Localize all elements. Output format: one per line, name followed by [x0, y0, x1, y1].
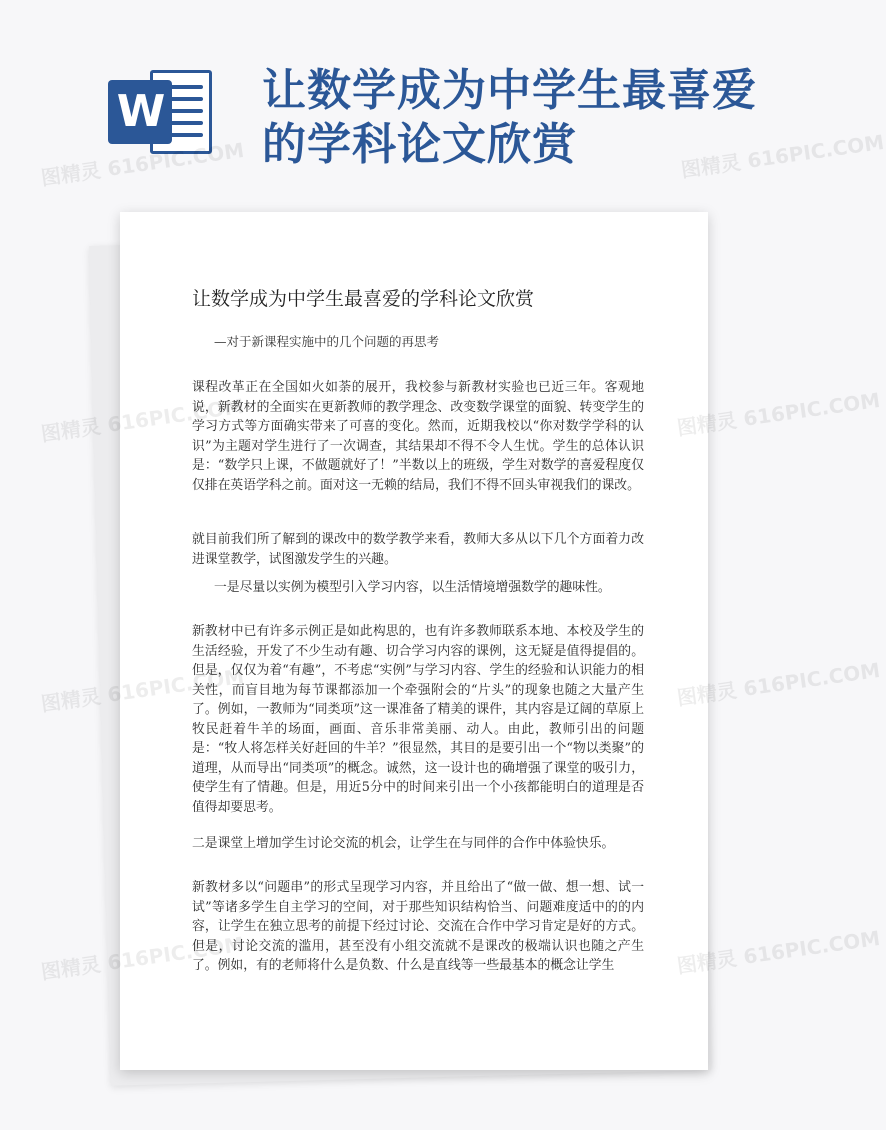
paragraph: 一是尽量以实例为模型引入学习内容，以生活情境增强数学的趣味性。 — [214, 580, 611, 595]
document-title: 让数学成为中学生最喜爱的学科论文欣赏 — [192, 288, 535, 310]
watermark: 图精灵 616PIC.COM — [675, 657, 882, 711]
watermark: 图精灵 616PIC.COM — [675, 925, 882, 979]
watermark: 图精灵 616PIC.COM — [679, 129, 886, 183]
word-document-icon — [108, 66, 216, 158]
watermark: 图精灵 616PIC.COM — [675, 387, 882, 441]
paragraph: 新教材多以“问题串”的形式呈现学习内容，并且给出了“做一做、想一想、试一试”等诸多学生自主学习的空间，对于那些知识结构恰当、问题难度适中的的内容，让学生在独立思考的前提下经过讨论、交流在合作中学习肯定是好的方式。但是，讨论交流的滥用，甚至没有小组交流就不是课改的极端认识也随之产生了。例如，有的老师将什么是负数、什么是直线等一些最基本的概念让学生 — [192, 880, 644, 973]
banner — [0, 0, 800, 200]
watermark: 图精灵 — [39, 413, 103, 447]
paragraph: 二是课堂上增加学生讨论交流的机会，让学生在与同伴的合作中体验快乐。 — [192, 836, 615, 851]
document-page — [120, 212, 708, 1070]
word-logo-letter: W — [108, 80, 172, 144]
paragraph: 就目前我们所了解到的课改中的数学教学来看，教师大多从以下几个方面着力改进课堂教学，试图激发学生的兴趣。 — [192, 532, 644, 567]
watermark: 图精灵 616PIC.COM — [39, 137, 246, 191]
paragraph: 课程改革正在全国如火如荼的展开，我校参与新教材实验也已近三年。客观地说，新教材的全面实在更新教师的教学理念、改变数学课堂的面貌、转变学生的学习方式等方面确实带来了可喜的变化。然而，近期我校以“你对数学学科的认识”为主题对学生进行了一次调查，其结果却不得不令人生忧。学生的总体认识是：“数学只上课，不做题就好了！”半数以上的班级，学生对数学的喜爱程度仅仅排在英语学科之前。面对这一无赖的结局，我们不得不回头审视我们的课改。 — [192, 380, 644, 493]
paragraph: 新教材中已有许多示例正是如此构思的，也有许多教师联系本地、本校及学生的生活经验，开发了不少生动有趣、切合学习内容的课例，这无疑是值得提倡的。但是，仅仅为着“有趣”，不考虑“实例”与学习内容、学生的经验和认识能力的相关性，而盲目地为每节课都添加一个牵强附会的“片头”的现象也随之大量产生了。例如，一教师为“同类项”这一课准备了精美的课件，其内容是辽阔的草原上牧民赶着牛羊的场面，画面、音乐非常美丽、动人。由此，教师引出的问题是：“牧人将怎样关好赶回的牛羊？”很显然，其目的是要引出一个“物以类聚”的道理，从而导出“同类项”的概念。诚然，这一设计也的确增强了课堂的吸引力，使学生有了情趣。但是，用近5分中的时间来引出一个小孩都能明白的道理是否值得却要思考。 — [192, 624, 644, 815]
banner-title: 让数学成为中学生最喜爱的学科论文欣赏 — [262, 65, 757, 170]
watermark: 图精灵 — [39, 951, 103, 985]
watermark: 图精灵 — [39, 683, 103, 717]
document-subtitle: —对于新课程实施中的几个问题的再思考 — [214, 334, 440, 349]
